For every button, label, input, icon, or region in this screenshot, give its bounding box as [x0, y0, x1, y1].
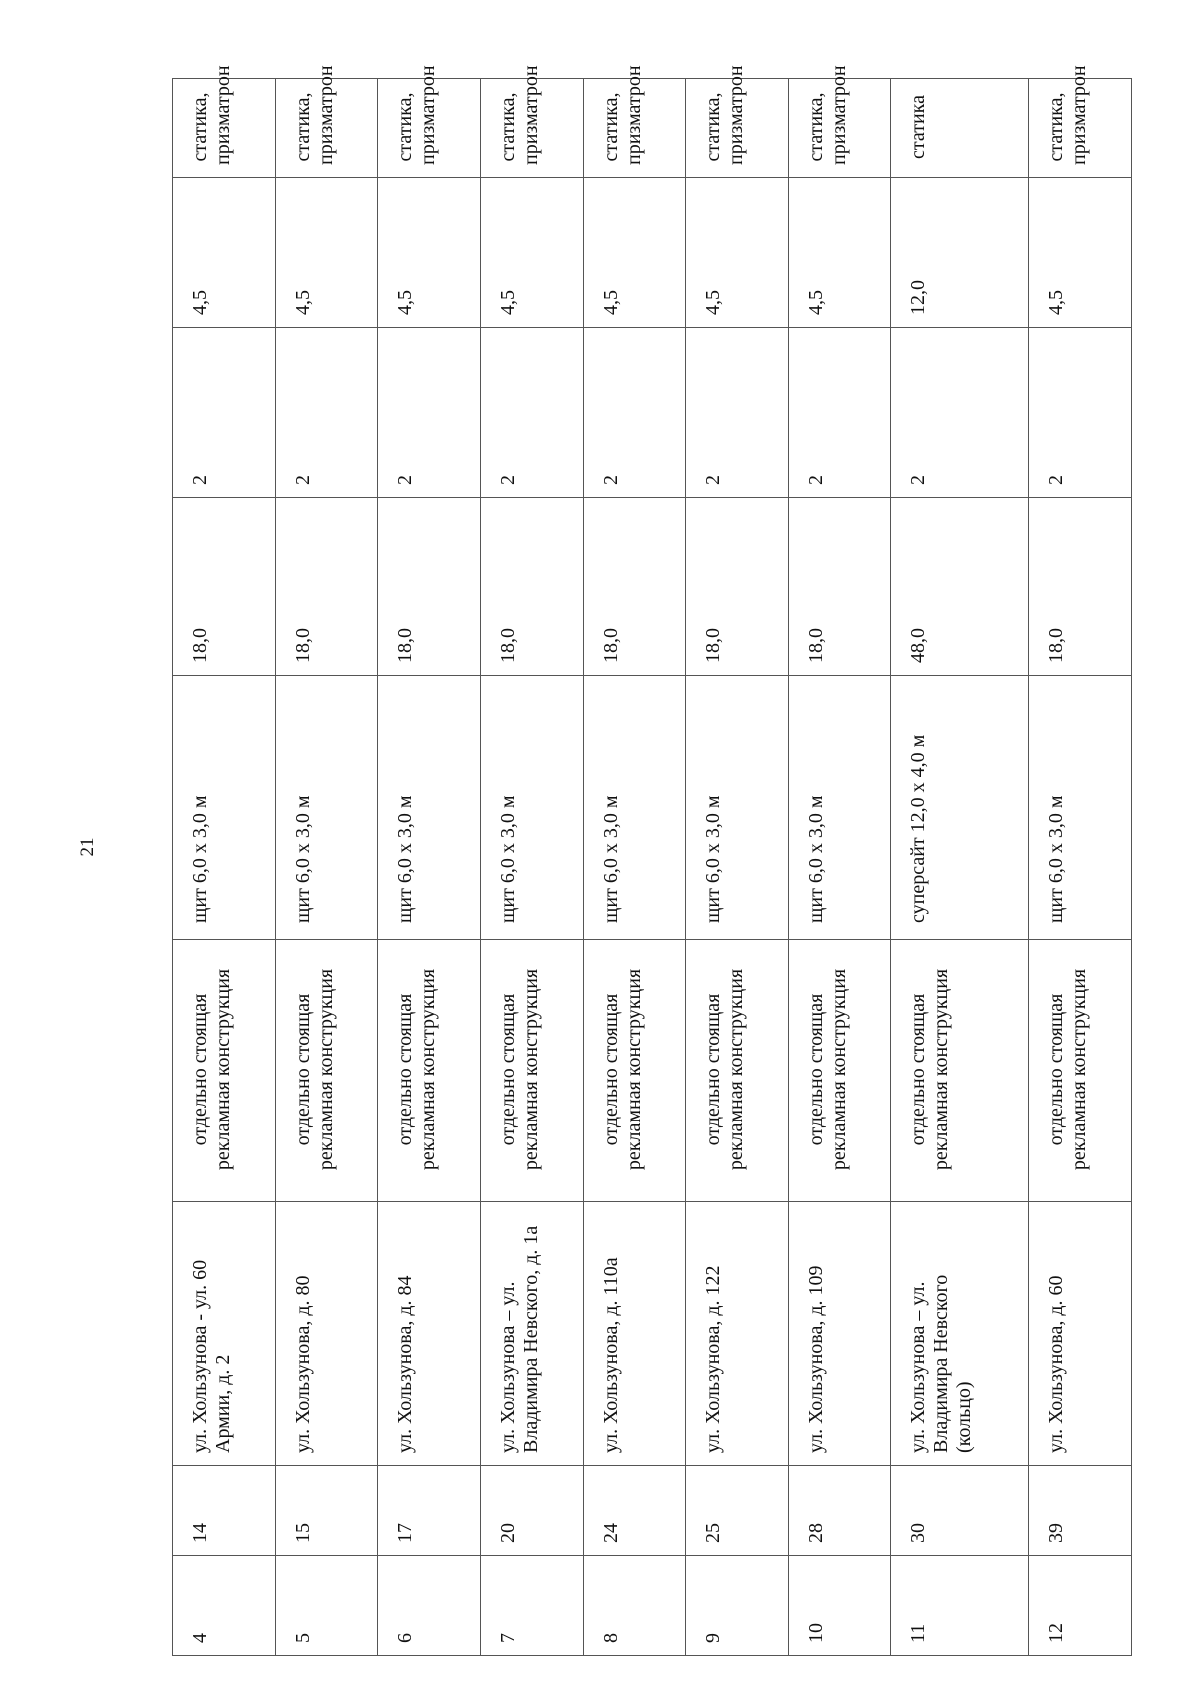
address-cell: ул. Хользунова, д. 110а: [583, 1202, 686, 1466]
row-number-cell: 4: [173, 1556, 276, 1656]
address-cell: ул. Хользунова, д. 80: [275, 1202, 378, 1466]
sides-cell: 2: [1029, 328, 1132, 498]
structure-type-cell: отдельно стоящая рекламная конструкция: [891, 940, 1029, 1202]
structure-type-cell: отдельно стоящая рекламная конструкция: [480, 940, 583, 1202]
surface-kind-cell: статика: [891, 79, 1029, 178]
table-row: [891, 79, 1029, 1656]
area-cell: 18,0: [788, 498, 891, 676]
page-number: 21: [77, 837, 98, 857]
sides-cell: 2: [480, 328, 583, 498]
surface-kind-cell: статика, призматрон: [1029, 79, 1132, 178]
total-area-cell: 4,5: [788, 178, 891, 328]
area-cell: 18,0: [275, 498, 378, 676]
size-cell: щит 6,0 х 3,0 м: [583, 676, 686, 940]
row-number-cell: 9: [686, 1556, 789, 1656]
row-number-cell: 7: [480, 1556, 583, 1656]
table-row: [480, 79, 583, 1656]
sides-cell: 2: [686, 328, 789, 498]
size-cell: щит 6,0 х 3,0 м: [686, 676, 789, 940]
total-area-cell: 4,5: [173, 178, 276, 328]
area-cell: 48,0: [891, 498, 1029, 676]
total-area-cell: 4,5: [1029, 178, 1132, 328]
table-row: [1029, 79, 1132, 1656]
sides-cell: 2: [275, 328, 378, 498]
address-cell: ул. Хользунова, д. 122: [686, 1202, 789, 1466]
size-cell: щит 6,0 х 3,0 м: [275, 676, 378, 940]
row-number-cell: 10: [788, 1556, 891, 1656]
size-cell: щит 6,0 х 3,0 м: [1029, 676, 1132, 940]
rotated-table-wrapper: [172, 65, 1132, 1656]
row-number-cell: 8: [583, 1556, 686, 1656]
address-cell: ул. Хользунова, д. 109: [788, 1202, 891, 1466]
surface-kind-cell: статика, призматрон: [275, 79, 378, 178]
area-cell: 18,0: [1029, 498, 1132, 676]
structure-id-cell: 17: [378, 1466, 481, 1556]
table-body: [173, 65, 1132, 1656]
address-cell: ул. Хользунова - ул. 60 Армии, д. 2: [173, 1202, 276, 1466]
sides-cell: 2: [583, 328, 686, 498]
structure-id-cell: 20: [480, 1466, 583, 1556]
size-cell: щит 6,0 х 3,0 м: [480, 676, 583, 940]
total-area-cell: 12,0: [891, 178, 1029, 328]
structure-type-cell: отдельно стоящая рекламная конструкция: [788, 940, 891, 1202]
row-number-cell: 11: [891, 1556, 1029, 1656]
address-cell: ул. Хользунова – ул. Владимира Невского, д. 1а: [480, 1202, 583, 1466]
area-cell: 18,0: [686, 498, 789, 676]
surface-kind-cell: статика, призматрон: [480, 79, 583, 178]
structure-id-cell: 24: [583, 1466, 686, 1556]
surface-kind-cell: статика, призматрон: [173, 79, 276, 178]
row-number-cell: 12: [1029, 1556, 1132, 1656]
size-cell: суперсайт 12,0 х 4,0 м: [891, 676, 1029, 940]
row-number-cell: 5: [275, 1556, 378, 1656]
area-cell: 18,0: [378, 498, 481, 676]
structure-type-cell: отдельно стоящая рекламная конструкция: [173, 940, 276, 1202]
structure-id-cell: 30: [891, 1466, 1029, 1556]
address-cell: ул. Хользунова, д. 84: [378, 1202, 481, 1466]
size-cell: щит 6,0 х 3,0 м: [378, 676, 481, 940]
table-row: [378, 79, 481, 1656]
structure-type-cell: отдельно стоящая рекламная конструкция: [1029, 940, 1132, 1202]
sides-cell: 2: [378, 328, 481, 498]
total-area-cell: 4,5: [686, 178, 789, 328]
sides-cell: 2: [891, 328, 1029, 498]
total-area-cell: 4,5: [378, 178, 481, 328]
structure-id-cell: 14: [173, 1466, 276, 1556]
table-row: [173, 79, 276, 1656]
row-number-cell: 6: [378, 1556, 481, 1656]
total-area-cell: 4,5: [583, 178, 686, 328]
advertising-structures-table: [172, 65, 1132, 1656]
size-cell: щит 6,0 х 3,0 м: [173, 676, 276, 940]
surface-kind-cell: статика, призматрон: [378, 79, 481, 178]
table-row: [788, 79, 891, 1656]
structure-type-cell: отдельно стоящая рекламная конструкция: [275, 940, 378, 1202]
structure-type-cell: отдельно стоящая рекламная конструкция: [686, 940, 789, 1202]
table-row: [583, 79, 686, 1656]
size-cell: щит 6,0 х 3,0 м: [788, 676, 891, 940]
structure-type-cell: отдельно стоящая рекламная конструкция: [378, 940, 481, 1202]
surface-kind-cell: статика, призматрон: [788, 79, 891, 178]
surface-kind-cell: статика, призматрон: [686, 79, 789, 178]
structure-id-cell: 25: [686, 1466, 789, 1556]
table-row: [275, 79, 378, 1656]
structure-id-cell: 39: [1029, 1466, 1132, 1556]
sides-cell: 2: [788, 328, 891, 498]
table-row: [686, 79, 789, 1656]
total-area-cell: 4,5: [480, 178, 583, 328]
address-cell: ул. Хользунова, д. 60: [1029, 1202, 1132, 1466]
surface-kind-cell: статика, призматрон: [583, 79, 686, 178]
area-cell: 18,0: [480, 498, 583, 676]
structure-id-cell: 28: [788, 1466, 891, 1556]
structure-type-cell: отдельно стоящая рекламная конструкция: [583, 940, 686, 1202]
area-cell: 18,0: [173, 498, 276, 676]
area-cell: 18,0: [583, 498, 686, 676]
total-area-cell: 4,5: [275, 178, 378, 328]
sides-cell: 2: [173, 328, 276, 498]
structure-id-cell: 15: [275, 1466, 378, 1556]
address-cell: ул. Хользунова – ул. Владимира Невского (кольцо): [891, 1202, 1029, 1466]
